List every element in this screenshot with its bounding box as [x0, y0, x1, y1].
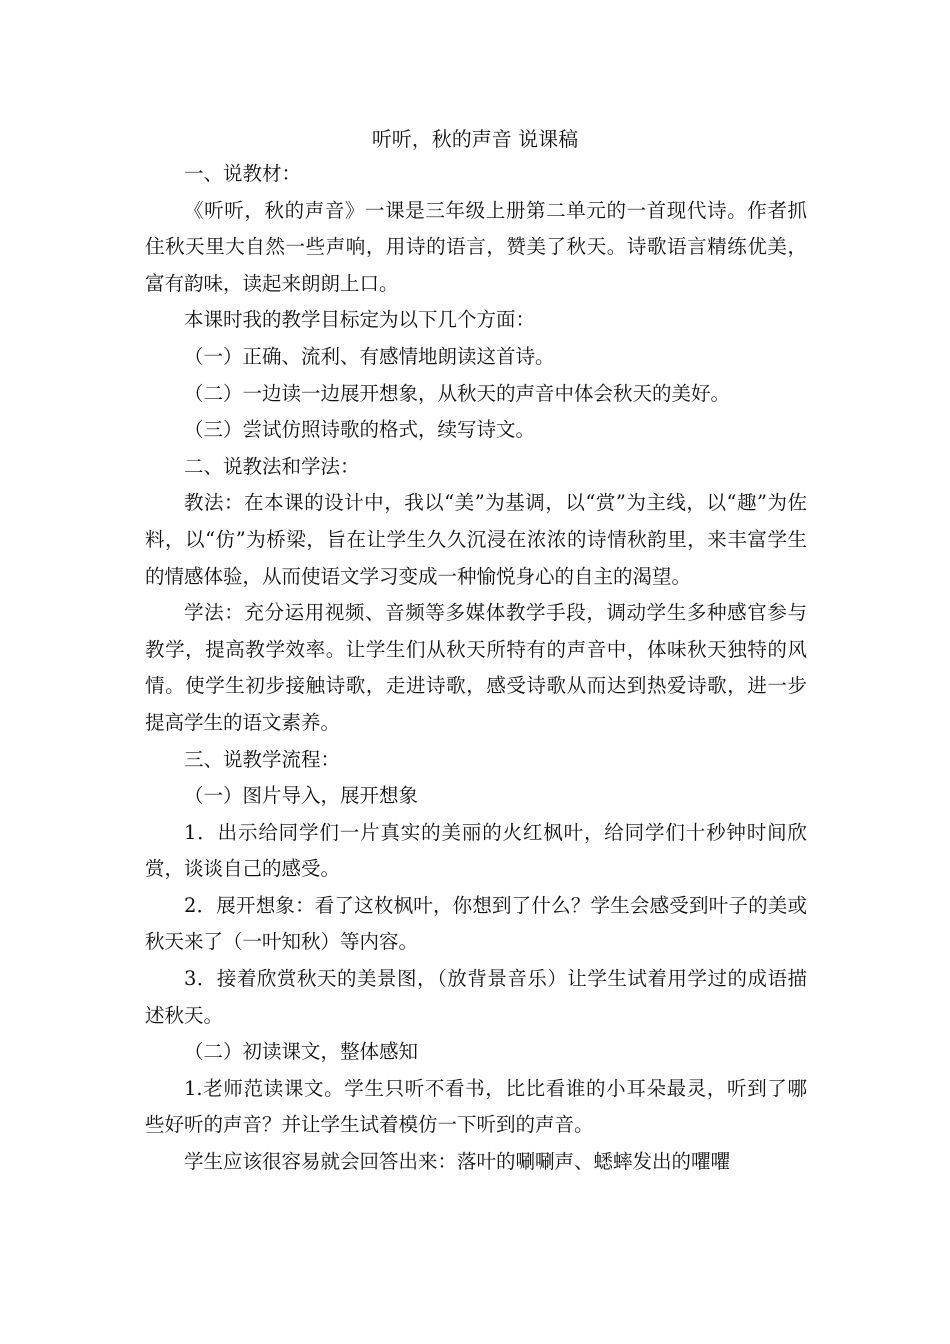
goal-item-1: （一）正确、流利、有感情地朗读这首诗。 [184, 344, 555, 368]
document-body [145, 156, 807, 1181]
step-item-2: 2．展开想象：看了这枚枫叶，你想到了什么？学生会感受到叶子的美或秋天来了（一叶知秋）等内容。 [145, 893, 807, 954]
step-item-1: 1．出示给同学们一片真实的美丽的火红枫叶，给同学们十秒钟时间欣赏，谈谈自己的感受。 [145, 820, 807, 881]
goal-item-2: （二）一边读一边展开想象，从秋天的声音中体会秋天的美好。 [184, 381, 731, 405]
paragraph-teaching-method: 教法：在本课的设计中，我以“美”为基调，以“赏”为主线，以“趣”为佐料，以“仿”为桥梁，旨在让学生久久沉浸在浓浓的诗情秋韵里，来丰富学生的情感体验，从而使语文学习变成一种愉悦身心的自主的渴望。 [145, 491, 807, 588]
section-heading-process: 三、说教学流程： [184, 747, 341, 771]
paragraph-goals-intro: 本课时我的教学目标定为以下几个方面： [184, 308, 536, 332]
subheading-first-reading: （二）初读课文，整体感知 [184, 1040, 419, 1064]
reading-step-1: 1.老师范读课文。学生只听不看书，比比看谁的小耳朵最灵，听到了哪些好听的声音？并让学生试着模仿一下听到的声音。 [145, 1076, 807, 1137]
section-heading-textbook: 一、说教材： [184, 162, 302, 185]
goal-item-3: （三）尝试仿照诗歌的格式，续写诗文。 [184, 418, 536, 442]
subheading-image-intro: （一）图片导入，展开想象 [184, 784, 419, 808]
document-title: 听听，秋的声音 说课稿 [371, 127, 579, 151]
paragraph-textbook-intro: 《听听，秋的声音》一课是三年级上册第二单元的一首现代诗。作者抓住秋天里大自然一些声响，用诗的语言，赞美了秋天。诗歌语言精练优美，富有韵味，读起来朗朗上口。 [145, 198, 807, 295]
paragraph-learning-method: 学法：充分运用视频、音频等多媒体教学手段，调动学生多种感官参与教学，提高教学效率。让学生们从秋天所特有的声音中，体味秋天独特的风情。使学生初步接触诗歌，走进诗歌，感受诗歌从而达到热爱诗歌，进一步提高学生的语文素养。 [145, 601, 807, 734]
step-item-3: 3．接着欣赏秋天的美景图，（放背景音乐）让学生试着用学过的成语描述秋天。 [145, 967, 807, 1027]
section-heading-methods: 二、说教法和学法： [184, 454, 360, 478]
paragraph-student-answer: 学生应该很容易就会回答出来：落叶的唰唰声、蟋蟀发出的㘗㘗 [184, 1150, 731, 1174]
